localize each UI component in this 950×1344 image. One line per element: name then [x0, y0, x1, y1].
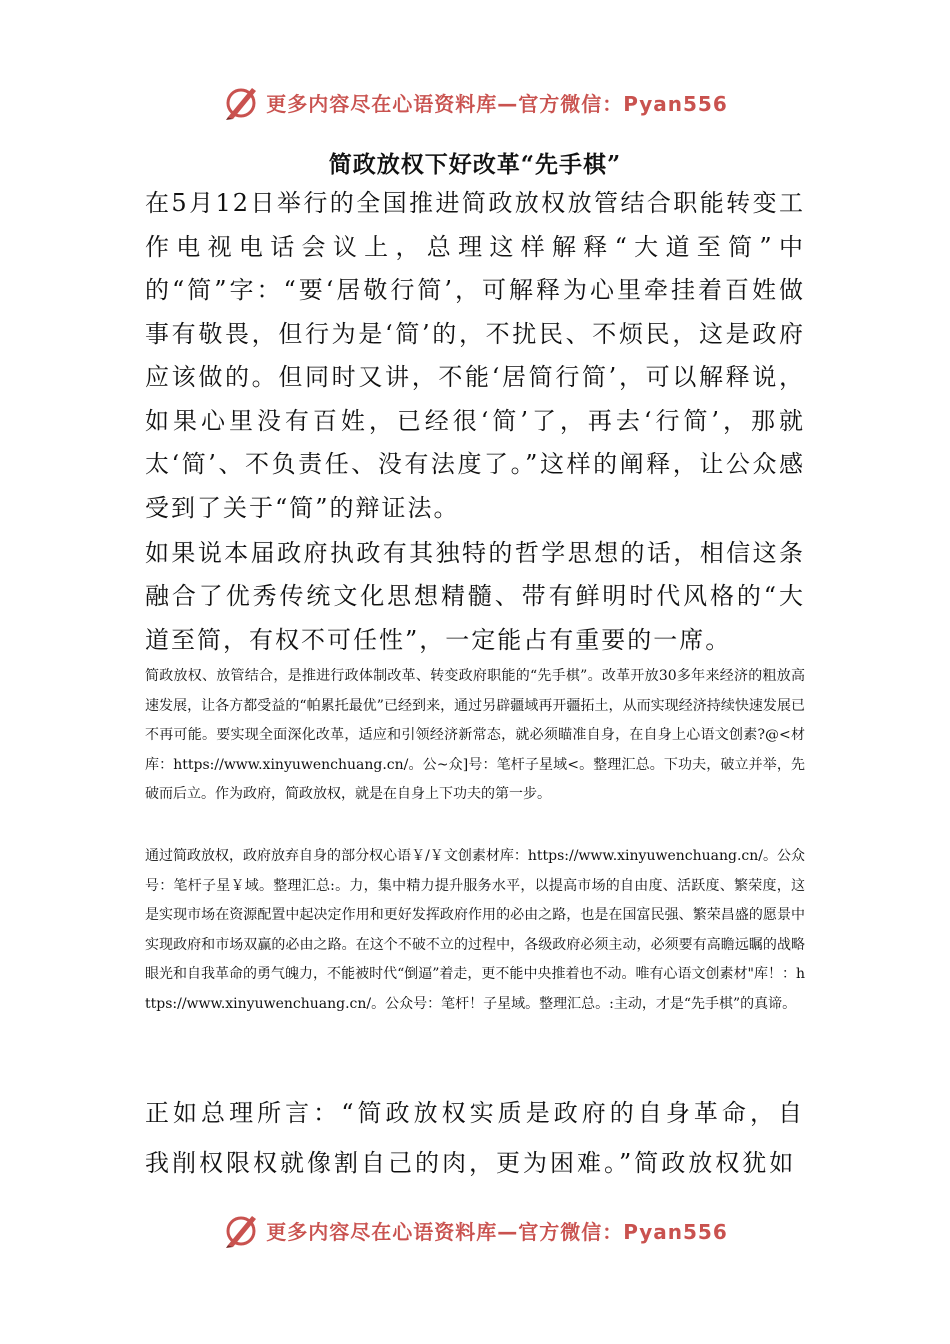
paragraph-5: 正如总理所言：“简政放权实质是政府的自身革命，自我削权限权就像割自己的肉，更为困难。”简政放权犹如: [145, 1099, 805, 1177]
paragraph-3: 简政放权、放管结合，是推进行政体制改革、转变政府职能的“先手棋”。改革开放30多年来经济的粗放高速发展，让各方都受益的“帕累托最优”已经到来，通过另辟疆域再开疆拓土，从而实现经济持续快速发展已不再可能。要实现全面深化改革，适应和引领经济新常态，就必须瞄准自身，在自身上心语文创素?@<材库：https://www.xinyuwenchuang.cn/。公~众]号：笔杆子星域<。整理汇总。下功夫，破立并举，先破而后立。作为政府，简政放权，就是在自身上下功夫的第一步。: [145, 668, 805, 803]
footer-banner: [0, 1208, 950, 1252]
paragraph-2: 如果说本届政府执政有其独特的哲学思想的话，相信这条融合了优秀传统文化思想精髓、带有鲜明时代风格的“大道至简，有权不可任性”，一定能占有重要的一席。: [145, 539, 805, 654]
header-banner: [0, 80, 950, 124]
pen-logo-icon: [222, 82, 262, 122]
header-banner-text: 更多内容尽在心语资料库—官方微信：Pyan556: [266, 91, 728, 116]
pen-logo-icon: [222, 1210, 262, 1250]
paragraph-1: 在5月12日举行的全国推进简政放权放管结合职能转变工作电视电话会议上，总理这样解释“大道至简”中的“简”字：“要‘居敬行简’，可解释为心里牵挂着百姓做事有敬畏，但行为是‘简’的，不扰民、不烦民，这是政府应该做的。但同时又讲，不能‘居简行简’，可以解释说，如果心里没有百姓，已经很‘简’了，再去‘行简’，那就太‘简’、不负责任、没有法度了。”这样的阐释，让公众感受到了关于“简”的辩证法。: [145, 189, 805, 522]
paragraph-4: 通过简政放权，政府放弃自身的部分权心语￥/￥文创素材库：https://www.xinyuwenchuang.cn/。公众号：笔杆子星￥域。整理汇总:。力，集中精力提升服务水平，以提高市场的自由度、活跃度、繁荣度，这是实现市场在资源配置中起决定作用和更好发挥政府作用的必由之路，也是在国富民强、繁荣昌盛的愿景中实现政府和市场双赢的必由之路。在这个不破不立的过程中，各级政府必须主动，必须要有高瞻远瞩的战略眼光和自我革命的勇气魄力，不能被时代“倒逼”着走，更不能中央推着也不动。唯有心语文创素材"库！：https://www.xinyuwenchuang.cn/。公众号：笔杆！子星域。整理汇总。:主动，才是“先手棋”的真谛。: [145, 848, 805, 1012]
footer-banner-text: 更多内容尽在心语资料库—官方微信：Pyan556: [266, 1219, 728, 1244]
document-title: 简政放权下好改革“先手棋”: [328, 151, 622, 178]
